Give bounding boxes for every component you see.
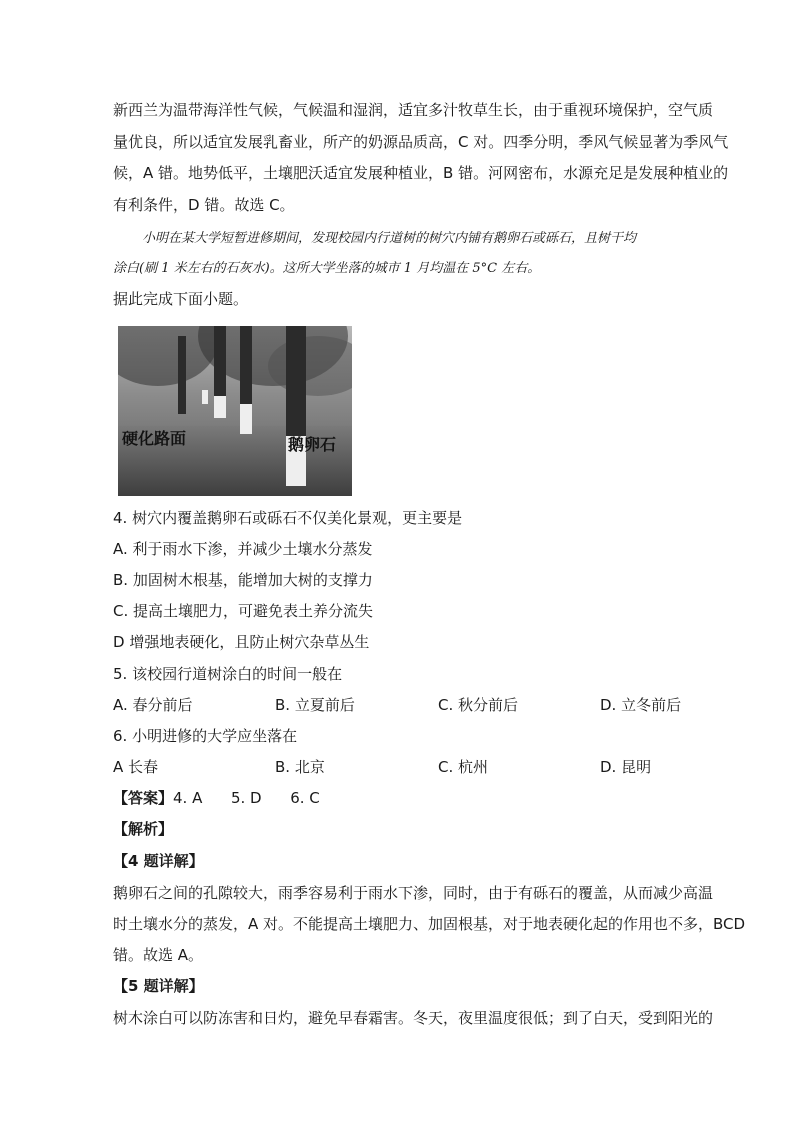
stone-label: 鹅卵石 [288, 435, 337, 454]
question-5-option: C. 秋分前后 [438, 696, 519, 714]
question-4-option: A. 利于雨水下渗，并减少土壤水分蒸发 [113, 540, 373, 558]
q4-detail-label: 【4 题详解】 [113, 852, 204, 870]
answer-line [113, 783, 685, 813]
question-6-stem: 6. 小明进修的大学应坐落在 [113, 727, 298, 745]
analysis-label: 【解析】 [113, 820, 174, 838]
prompt-text: 据此完成下面小题。 [113, 290, 249, 308]
question-6-option: B. 北京 [275, 758, 325, 776]
intro-line: 小明在某大学短暂进修期间，发现校园内行道树的树穴内铺有鹅卵石或砾石，且树干均 [142, 231, 637, 246]
answer-label: 【答案】 [113, 789, 174, 807]
q5-detail-label: 【5 题详解】 [113, 977, 204, 995]
question-5-option: B. 立夏前后 [275, 696, 355, 714]
question-5-option: A. 春分前后 [113, 696, 193, 714]
question-4-option: C. 提高土壤肥力，可避免表土养分流失 [113, 602, 374, 620]
answer-text: 4. A 5. D 6. C [173, 789, 320, 807]
intro-line: 涂白(刷 1 米左右的石灰水)。这所大学坐落的城市 1 月均温在 5°C 左右。 [113, 261, 541, 276]
question-4-option: D 增强地表硬化，且防止树穴杂草丛生 [113, 633, 370, 651]
paragraph-line: 候，A 错。地势低平，土壤肥沃适宜发展种植业，B 错。河网密布，水源充足是发展种植业的 [113, 164, 729, 182]
question-4-option: B. 加固树木根基，能增加大树的支撑力 [113, 571, 373, 589]
paragraph-line: 新西兰为温带海洋性气候，气候温和湿润，适宜多汁牧草生长，由于重视环境保护，空气质 [113, 101, 714, 119]
question-6-option: A 长春 [113, 758, 159, 776]
question-4-stem: 4. 树穴内覆盖鹅卵石或砾石不仅美化景观，更主要是 [113, 509, 463, 527]
q5-detail-line: 树木涂白可以防冻害和日灼，避免早春霜害。冬天，夜里温度很低；到了白天，受到阳光的 [113, 1009, 714, 1027]
question-6-option: D. 昆明 [600, 758, 652, 776]
paragraph-line: 有利条件，D 错。故选 C。 [113, 196, 295, 214]
question-5-option: D. 立冬前后 [600, 696, 682, 714]
q4-detail-line: 鹅卵石之间的孔隙较大，雨季容易利于雨水下渗，同时，由于有砾石的覆盖，从而减少高温 [113, 884, 714, 902]
paragraph-line: 量优良，所以适宜发展乳畜业，所产的奶源品质高，C 对。四季分明，季风气候显著为季风气 [113, 133, 729, 151]
question-5-stem: 5. 该校园行道树涂白的时间一般在 [113, 665, 343, 683]
road-label: 硬化路面 [122, 429, 187, 448]
tree-pit-photo [118, 326, 352, 496]
q4-detail-line: 时土壤水分的蒸发，A 对。不能提高土壤肥力、加固根基，对于地表硬化起的作用也不多，BCD [113, 915, 746, 933]
q4-detail-line: 错。故选 A。 [113, 946, 204, 964]
question-6-option: C. 杭州 [438, 758, 489, 776]
